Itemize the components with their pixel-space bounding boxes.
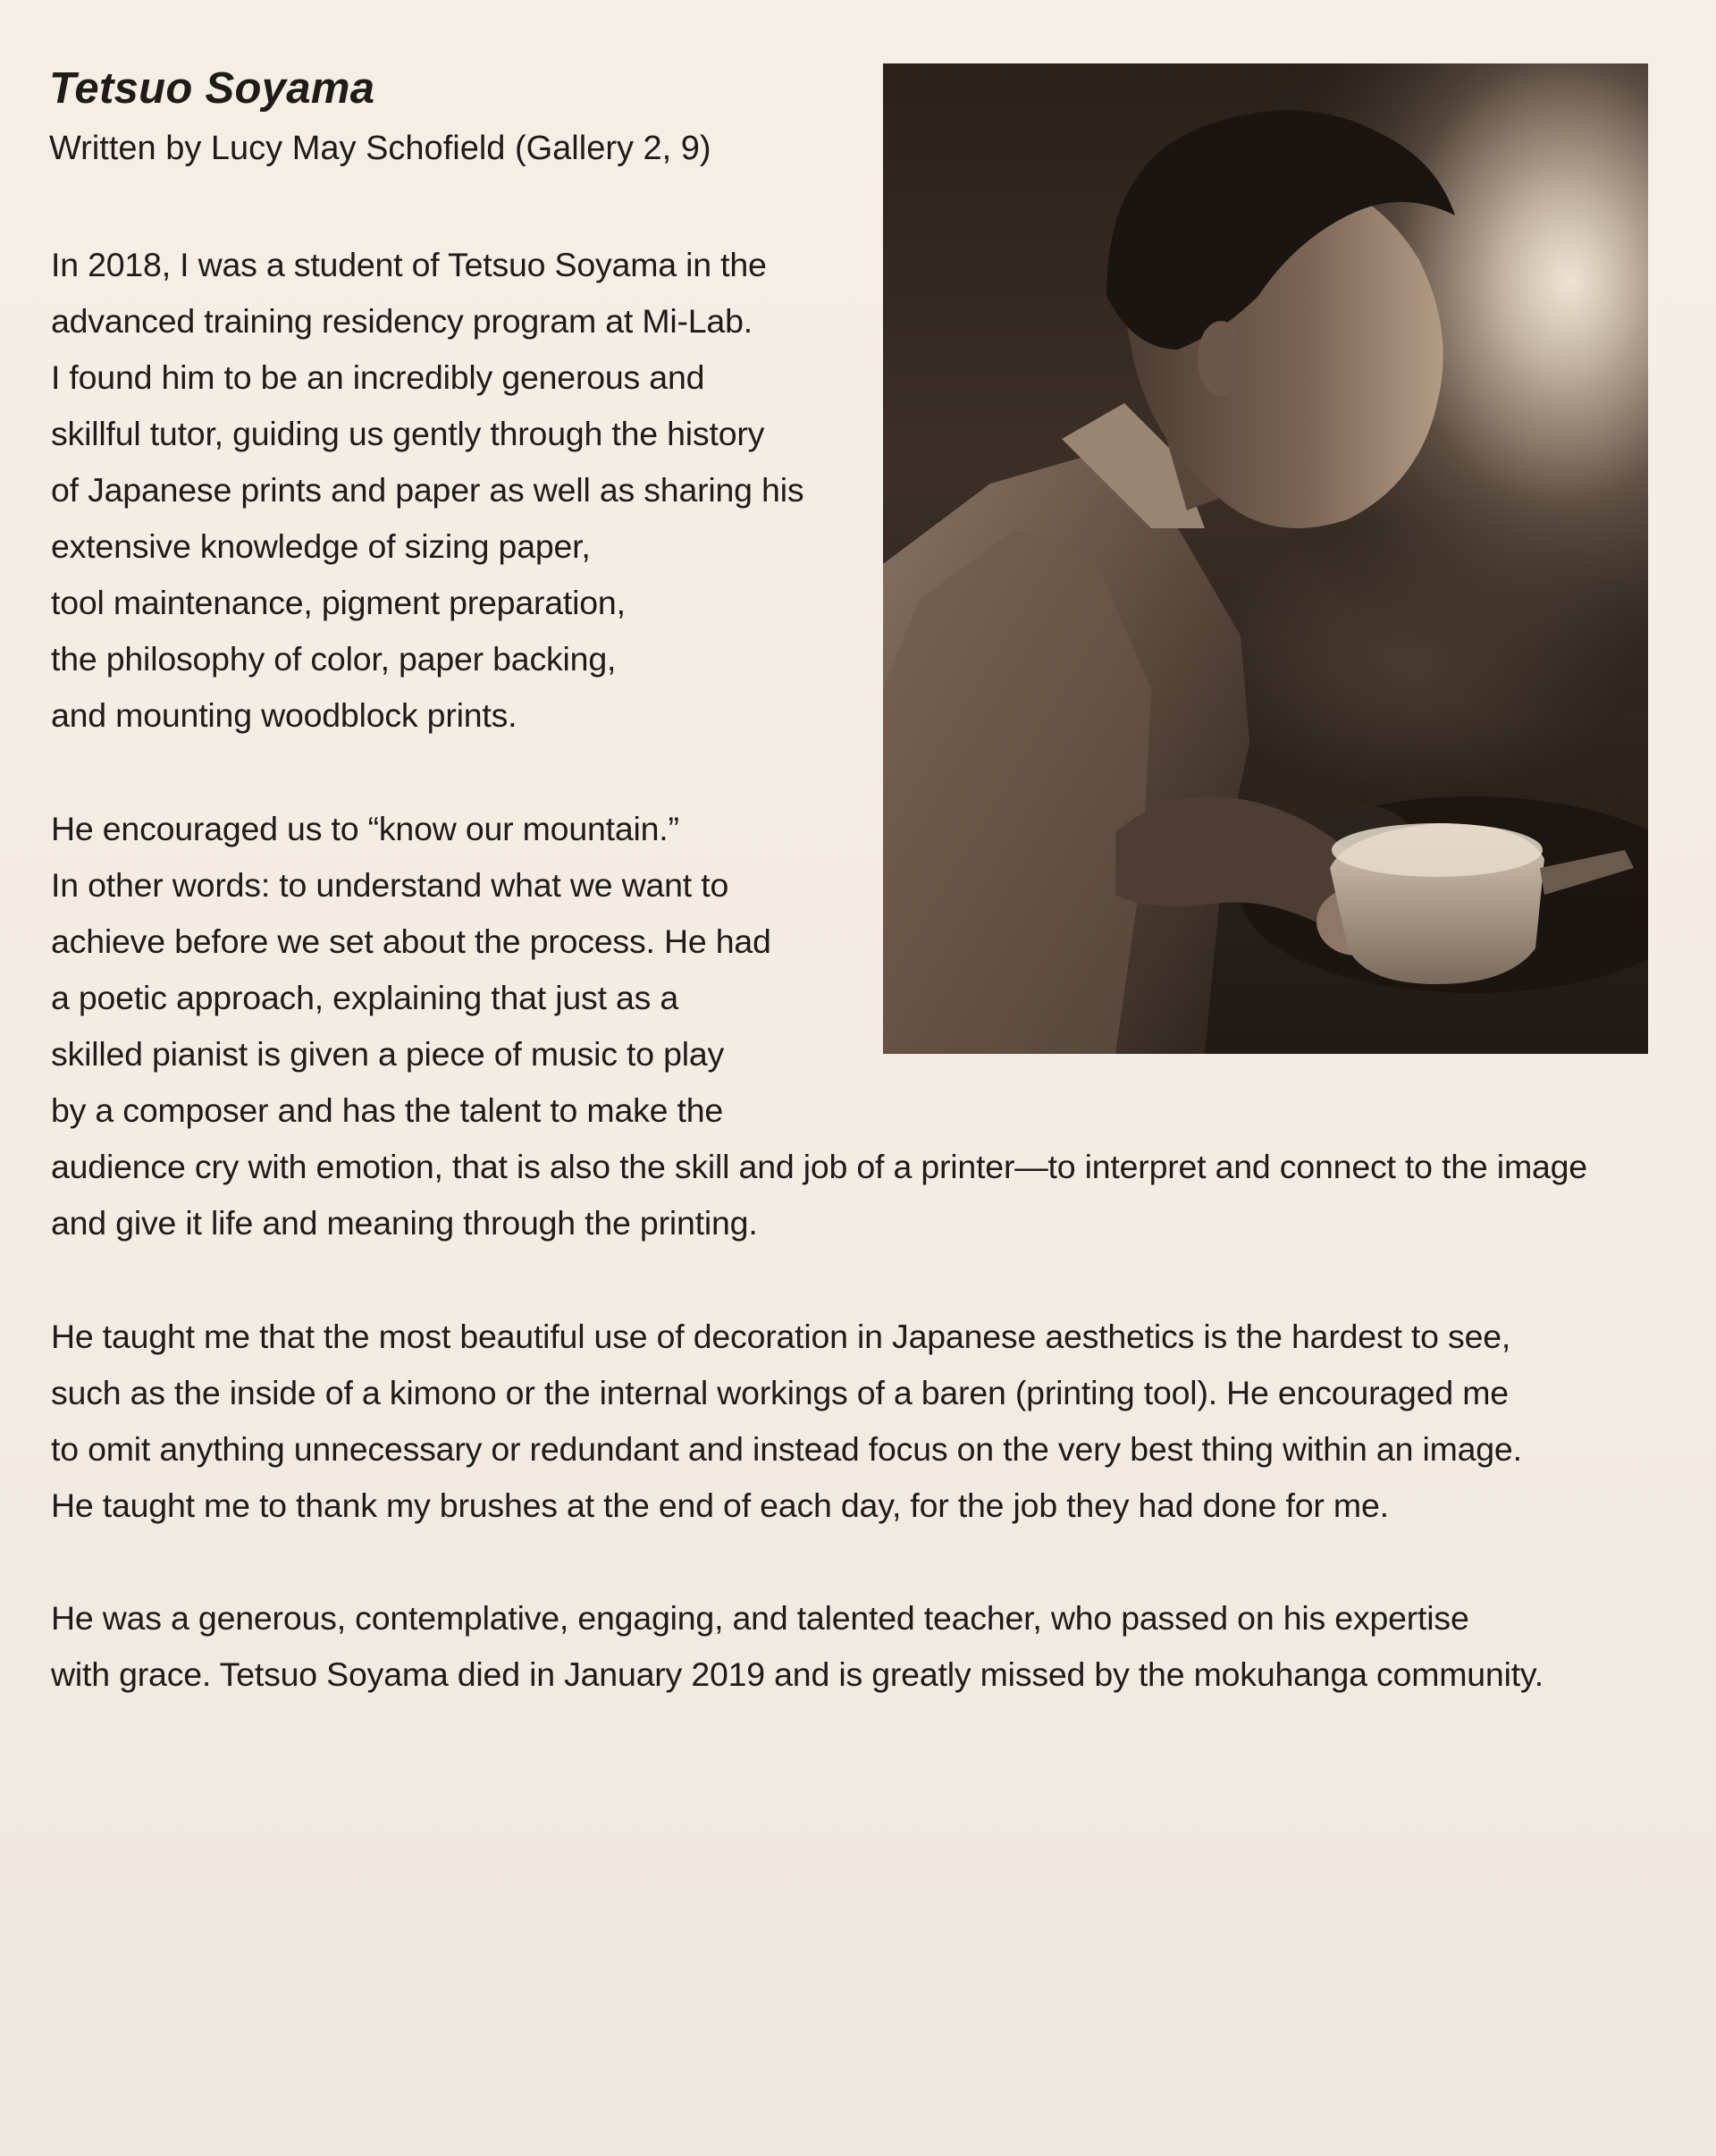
paragraph-line: In other words: to understand what we want to (51, 866, 729, 904)
byline: Written by Lucy May Schofield (Gallery 2, 9) (49, 130, 711, 167)
paragraph-line: to omit anything unnecessary or redundant and instead focus on the very best thing within an image. (51, 1430, 1522, 1468)
paragraph-line: by a composer and has the talent to make the (51, 1091, 724, 1129)
paragraph-line: He taught me to thank my brushes at the end of each day, for the job they had done for me. (51, 1486, 1389, 1524)
paragraph-line: extensive knowledge of sizing paper, (51, 527, 591, 565)
paragraph-line: and mounting woodblock prints. (51, 696, 517, 734)
paragraph-3 (51, 1309, 1522, 1534)
paragraph-line: advanced training residency program at Mi-Lab. (51, 302, 753, 340)
paragraph-line: and give it life and meaning through the printing. (51, 1204, 758, 1242)
paragraph-line: He encouraged us to “know our mountain.” (51, 810, 679, 847)
paragraph-line: the philosophy of color, paper backing, (51, 640, 617, 678)
paragraph-4 (51, 1590, 1544, 1703)
paragraph-line: skilled pianist is given a piece of music to play (51, 1035, 725, 1073)
paragraph-line: tool maintenance, pigment preparation, (51, 584, 626, 621)
paragraph-1 (51, 237, 803, 744)
paragraph-line: such as the inside of a kimono or the internal workings of a baren (printing tool). He encouraged me (51, 1374, 1509, 1411)
paragraph-line: a poetic approach, explaining that just as a (51, 979, 679, 1016)
paragraph-line: with grace. Tetsuo Soyama died in January 2019 and is greatly missed by the mokuhanga community. (51, 1655, 1544, 1693)
page-title: Tetsuo Soyama (49, 64, 375, 113)
paragraph-line: skillful tutor, guiding us gently through the history (51, 415, 765, 452)
paragraph-2 (51, 801, 1587, 1251)
paragraph-line: In 2018, I was a student of Tetsuo Soyama in the (51, 246, 767, 283)
paragraph-line: audience cry with emotion, that is also the skill and job of a printer—to interpret and connect to the image (51, 1148, 1587, 1185)
paragraph-line: achieve before we set about the process. He had (51, 922, 771, 960)
paragraph-line: He taught me that the most beautiful use of decoration in Japanese aesthetics is the hardest to see, (51, 1318, 1511, 1355)
paragraph-line: I found him to be an incredibly generous and (51, 358, 705, 396)
paragraph-line: He was a generous, contemplative, engaging, and talented teacher, who passed on his expertise (51, 1599, 1469, 1637)
paragraph-line: of Japanese prints and paper as well as sharing his (51, 471, 804, 509)
